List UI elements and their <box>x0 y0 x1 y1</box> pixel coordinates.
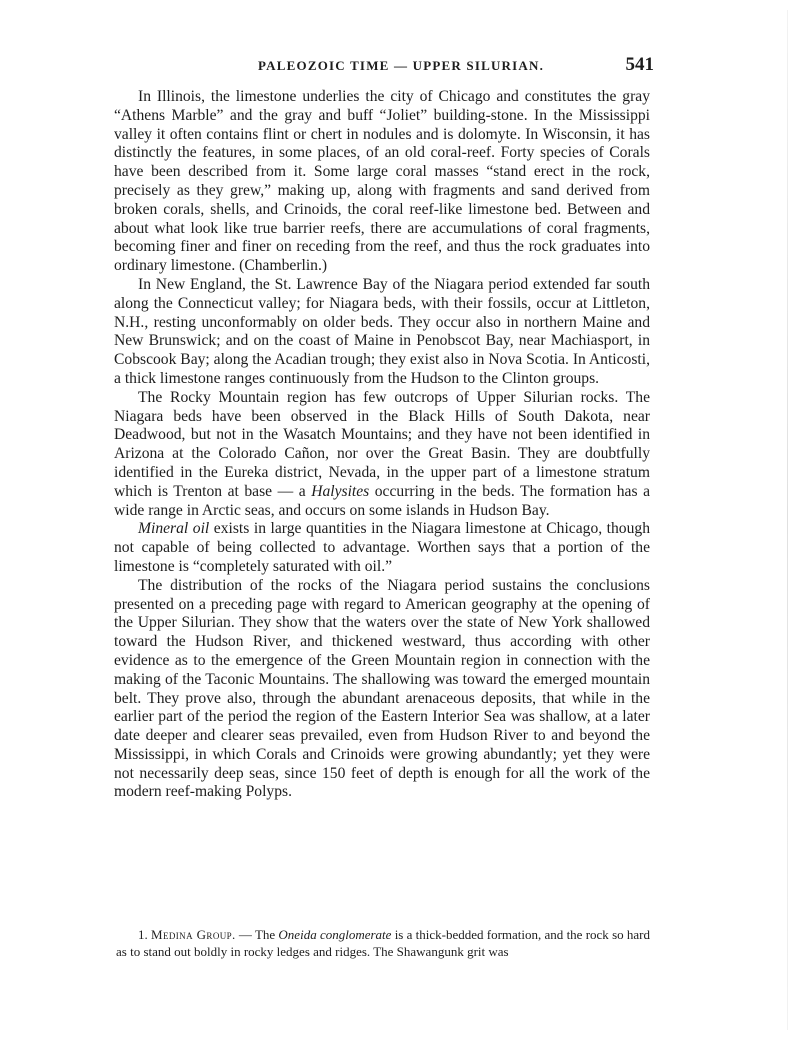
body-paragraph <box>114 88 650 276</box>
italic-term: Mineral oil <box>138 520 210 538</box>
paragraph-text: In Illinois, the limestone underlies the city of Chicago and constitutes the gray “Athens Marble” and the gray and buff “Joliet” building-stone. In the Mississippi valley it often contains flint or chert in nodules and is dolomyte. In Wisconsin, it has distinctly the features, in some places, of an old coral-reef. Forty species of Corals have been described from it. Some large coral masses “stand erect in the rock, precisely as they grew,” making up, along with fragments and sand derived from broken corals, shells, and Crinoids, the coral reef-like limestone bed. Between and about what look like true barrier reefs, there are accumulations of coral fragments, becoming finer and finer on receding from the reef, and thus the rock graduates into ordinary limestone. (Chamberlin.) <box>114 88 650 275</box>
paragraph-text: In New England, the St. Lawrence Bay of the Niagara period extended far south along the Connecticut valley; for Niagara beds, with their fossils, occur at Littleton, N.H., resting unconformably on older beds. They occur also in northern Maine and New Brunswick; and on the coast of Maine in Penobscot Bay, near Machiasport, in Cobscook Bay; along the Acadian trough; they exist also in Nova Scotia. In Anticosti, a thick limestone ranges continuously from the Hudson to the Clinton groups. <box>114 275 650 387</box>
page-number: 541 <box>625 54 654 75</box>
running-title: PALEOZOIC TIME — UPPER SILURIAN. <box>258 58 545 73</box>
footnote <box>116 926 650 960</box>
paragraph-text: The Rocky Mountain region has few outcrops of Upper Silurian rocks. The Niagara beds have been observed in the Black Hills of South Dakota, near Deadwood, but not in the Wasatch Mountains; and they have not been identified in Arizona at the Colorado Cañon, nor over the Great Basin. They are doubtfully identified in the Eureka district, Nevada, in the upper part of a limestone stratum which is Trenton at base — a <box>114 388 650 500</box>
running-header <box>108 54 654 84</box>
paragraph-text: The distribution of the rocks of the Niagara period sustains the conclusions presented on a preceding page with regard to American geography at the opening of the Upper Silurian. They show that the waters over the state of New York shallowed toward the Hudson River, and thickened westward, thus according with other evidence as to the emergence of the Green Mountain region in connection with the making of the Taconic Mountains. The shallowing was toward the emerged mountain belt. They prove also, through the abundant arenaceous deposits, that while in the earlier part of the period the region of the Eastern Interior Sea was shallow, at a later date deeper and clearer seas prevailed, even from Hudson River to and beyond the Mississippi, in which Corals and Crinoids were growing abundantly; yet they were not necessarily deep seas, since 150 feet of depth is enough for all the work of the modern reef-making Polyps. <box>114 576 650 801</box>
paragraph-text: occurring in the beds. The formation has a wide range in Arctic seas, and occurs on some islands in Hudson Bay. <box>114 482 650 519</box>
body-paragraph <box>114 276 650 389</box>
footnote-dash: — The <box>235 927 279 942</box>
body-paragraph <box>114 520 650 576</box>
footnote-italic-term: Oneida conglomerate <box>278 927 392 942</box>
paragraph-text: exists in large quantities in the Niagara limestone at Chicago, though not capable of being collected to advantage. Worthen says that a portion of the limestone is “completely saturated with oil.” <box>114 520 650 575</box>
footnote-text: is a thick-bedded formation, and the rock so hard as to stand out boldly in rocky ledges and ridges. The Shawangunk grit was <box>116 927 650 959</box>
body-paragraph <box>114 389 650 521</box>
italic-term: Halysites <box>311 482 370 500</box>
footnote-paragraph <box>116 926 650 960</box>
body-paragraph <box>114 577 650 803</box>
body-text <box>114 88 650 802</box>
footnote-heading: Medina Group. <box>151 927 236 942</box>
page-edge-shadow <box>787 10 788 1030</box>
footnote-number: 1. <box>138 927 148 942</box>
